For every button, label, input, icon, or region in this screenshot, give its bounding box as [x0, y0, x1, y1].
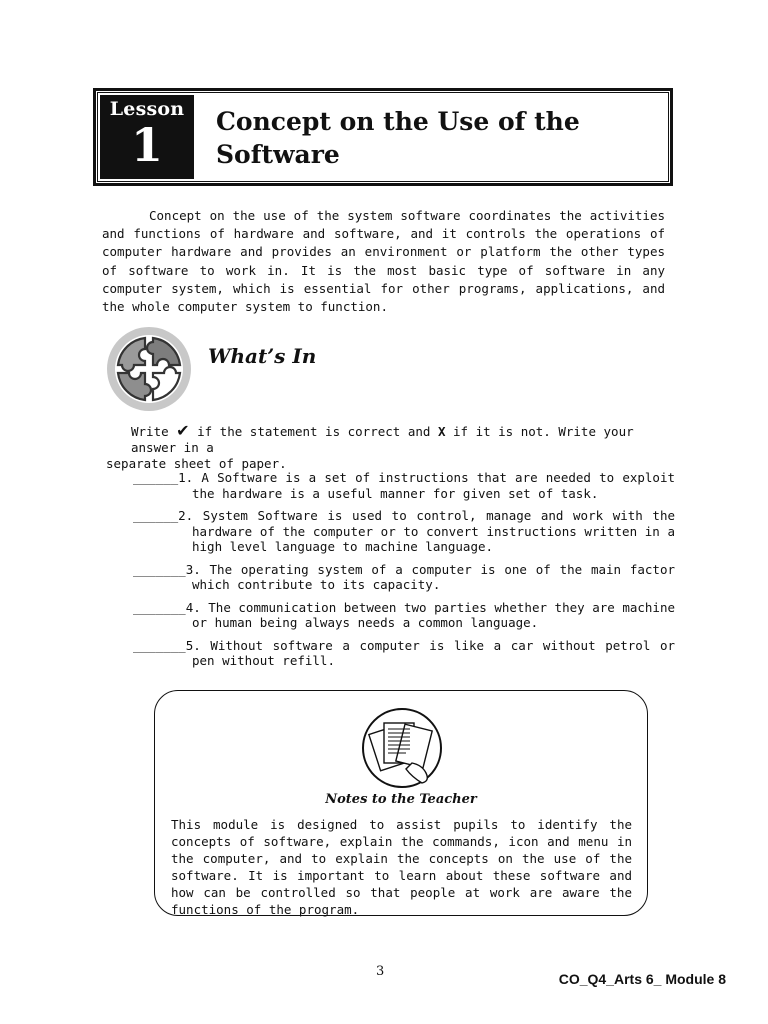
answer-blank[interactable]: _______ — [133, 599, 186, 615]
list-item — [133, 470, 675, 501]
instruction-part2: if it is not. Write your answer in a — [131, 424, 634, 455]
page-number: 3 — [376, 964, 385, 979]
question-text: 4. The communication between two parties whether they are machine or human being always needs a common language. — [185, 599, 675, 630]
intro-paragraph: Concept on the use of the system software coordinates the activities and functions of hardware and software, and it controls the operations of computer hardware and provides an environment or platform the other types of software to work in. It is the most basic type of software in any computer system, which is essential for other programs, applications, and the whole computer system to function. — [102, 208, 665, 315]
list-item — [133, 638, 675, 669]
lesson-label: Lesson — [109, 98, 185, 120]
answer-blank[interactable]: ______ — [133, 508, 179, 523]
answer-blank[interactable]: _______ — [133, 561, 186, 577]
check-mark-icon: ✔ — [176, 421, 190, 440]
list-item — [133, 508, 675, 555]
answer-blank[interactable]: ______ — [133, 470, 179, 485]
instruction-line2: separate sheet of paper. — [106, 456, 287, 471]
x-mark: X — [437, 424, 446, 439]
instruction-part1: if the statement is correct and — [197, 424, 431, 439]
answer-blank[interactable]: _______ — [133, 637, 186, 653]
question-text: 3. The operating system of a computer is one of the main factor which contribute to its capacity. — [185, 561, 675, 592]
question-text: 1. A Software is a set of instructions that are needed to exploit the hardware is a useful manner for given set of task. — [178, 470, 675, 501]
lesson-number: 1 — [130, 118, 163, 172]
lesson-header — [93, 88, 673, 186]
lesson-title: Concept on the Use of the Software — [216, 107, 580, 169]
list-item — [133, 562, 675, 593]
question-text: 5. Without software a computer is like a car without petrol or pen without refill. — [185, 637, 675, 668]
list-item — [133, 600, 675, 631]
instruction-write: Write — [131, 424, 169, 439]
question-text: 2. System Software is used to control, manage and work with the hardware of the computer or to convert instructions written in a high level language to machine language. — [178, 508, 675, 554]
instruction — [106, 423, 666, 472]
notes-box — [154, 690, 648, 916]
papers-in-hand-icon — [360, 707, 444, 789]
puzzle-icon — [104, 325, 194, 413]
whats-in-heading: What’s In — [208, 344, 317, 368]
notes-body: This module is designed to assist pupils to identify the concepts of software, explain the commands, icon and menu in the computer, and to explain the concepts on the use of the software. It is important to learn about these software and how can be controlled so that people at work are aware the functions of the program. — [171, 817, 632, 917]
footer-module-code: CO_Q4_Arts 6_ Module 8 — [558, 971, 726, 987]
lesson-number-box — [100, 95, 194, 179]
question-list — [133, 470, 675, 676]
notes-title: Notes to the Teacher — [325, 792, 477, 807]
